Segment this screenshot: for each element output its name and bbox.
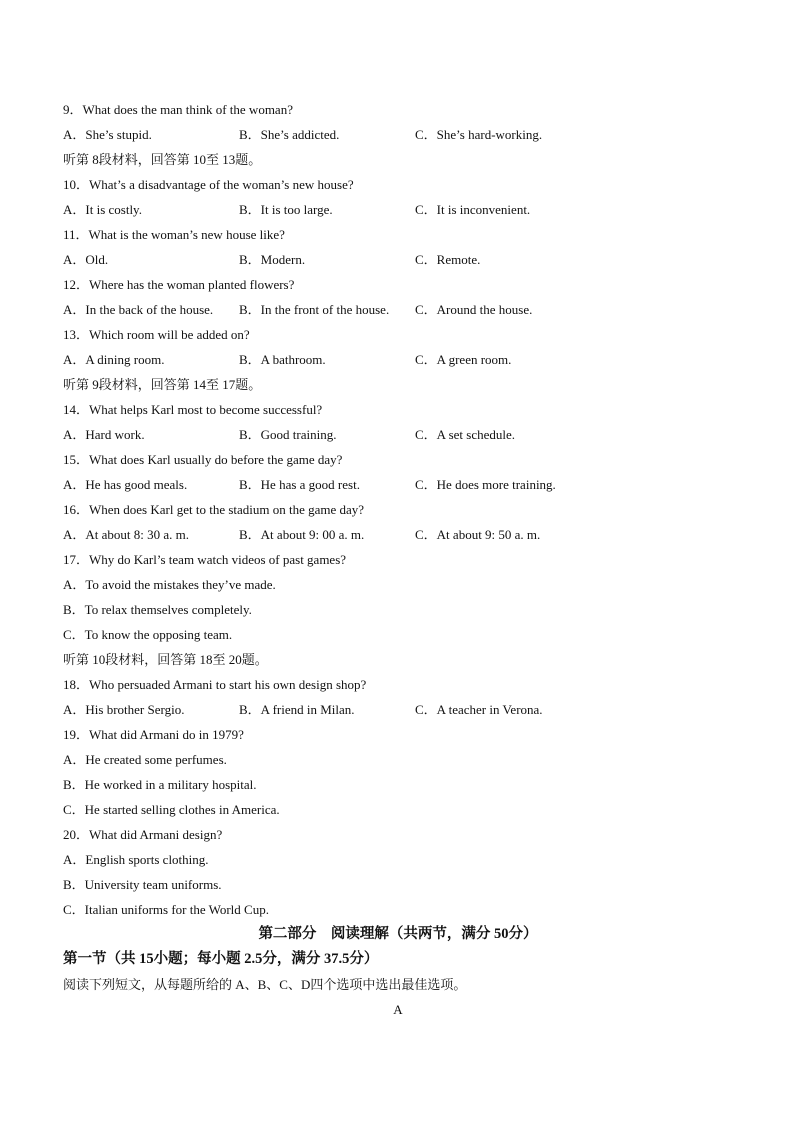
question-19-option-a: A．He created some perfumes. [63,752,227,767]
instruction-section-10: 听第 10段材料，回答第 18至 20题。 [63,652,268,667]
option-c: C．A green room. [415,352,512,367]
question-14-stem: 14．What helps Karl most to become successful? [63,402,323,417]
question-19-option-c: C．He started selling clothes in America. [63,802,280,817]
option-a: A．In the back of the house. [63,302,214,317]
question-13-options [63,347,733,372]
part-2-title: 第二部分 阅读理解（共两节，满分 50分） [258,926,538,942]
question-17-option-b: B．To relax themselves completely. [63,602,252,617]
question-19-stem: 19．What did Armani do in 1979? [63,727,244,742]
option-a: A．A dining room. [63,352,165,367]
option-a: A．Old. [63,252,109,267]
option-c: C．Remote. [415,252,481,267]
question-12-stem: 12．Where has the woman planted flowers? [63,277,295,292]
question-20-stem: 20．What did Armani design? [63,827,223,842]
option-a: A．Hard work. [63,427,145,442]
question-19-option-b: B．He worked in a military hospital. [63,777,257,792]
option-c: C．She’s hard-working. [415,127,543,142]
question-16-stem: 16．When does Karl get to the stadium on the game day? [63,502,365,517]
option-c: C．It is inconvenient. [415,202,531,217]
question-18-options [63,697,733,722]
question-9-stem: 9．What does the man think of the woman? [63,102,293,117]
question-17-option-c: C．To know the opposing team. [63,627,233,642]
page-content [63,97,733,1022]
option-c: C．Around the house. [415,302,533,317]
option-b: B．Modern. [239,252,306,267]
option-b: B．He has a good rest. [239,477,360,492]
question-13-stem: 13．Which room will be added on? [63,327,250,342]
option-b: B．Good training. [239,427,337,442]
option-b: B．At about 9: 00 a. m. [239,527,365,542]
question-15-stem: 15．What does Karl usually do before the game day? [63,452,343,467]
option-b: B．A bathroom. [239,352,326,367]
passage-label: A [393,1002,403,1017]
option-c: C．At about 9: 50 a. m. [415,527,541,542]
reading-directions: 阅读下列短文，从每题所给的 A、B、C、D四个选项中选出最佳选项。 [63,977,467,992]
question-10-stem: 10．What’s a disadvantage of the woman’s new house? [63,177,354,192]
option-a: A．It is costly. [63,202,142,217]
option-a: A．She’s stupid. [63,127,152,142]
question-18-stem: 18．Who persuaded Armani to start his own design shop? [63,677,367,692]
question-12-options [63,297,733,322]
question-20-option-b: B．University team uniforms. [63,877,222,892]
question-16-options [63,522,733,547]
question-11-stem: 11．What is the woman’s new house like? [63,227,285,242]
question-17-stem: 17．Why do Karl’s team watch videos of past games? [63,552,347,567]
option-b: B．She’s addicted. [239,127,340,142]
option-c: C．He does more training. [415,477,556,492]
option-b: B．It is too large. [239,202,333,217]
option-a: A．He has good meals. [63,477,188,492]
option-a: A．At about 8: 30 a. m. [63,527,190,542]
question-14-options [63,422,733,447]
option-c: C．A teacher in Verona. [415,702,543,717]
question-9-options [63,122,733,147]
instruction-section-8: 听第 8段材料，回答第 10至 13题。 [63,152,262,167]
option-b: B．A friend in Milan. [239,702,355,717]
option-a: A．His brother Sergio. [63,702,185,717]
question-15-options [63,472,733,497]
section-1-title: 第一节（共 15小题；每小题 2.5分，满分 37.5分） [63,951,379,967]
question-10-options [63,197,733,222]
option-c: C．A set schedule. [415,427,516,442]
question-20-option-a: A．English sports clothing. [63,852,209,867]
question-17-option-a: A．To avoid the mistakes they’ve made. [63,577,276,592]
question-20-option-c: C．Italian uniforms for the World Cup. [63,902,269,917]
option-b: B．In the front of the house. [239,302,390,317]
question-11-options [63,247,733,272]
instruction-section-9: 听第 9段材料，回答第 14至 17题。 [63,377,262,392]
